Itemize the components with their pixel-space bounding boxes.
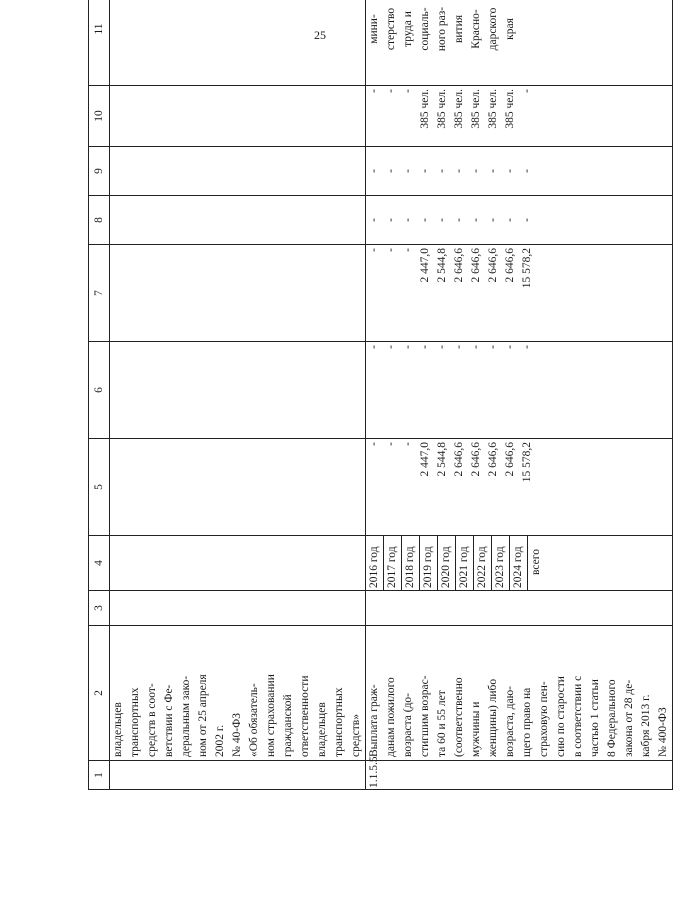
column-5-values: - - - 2 447,0 2 544,8 2 646,6 2 646,6 2 646,6 2 646,6 15 578,2 (366, 439, 673, 536)
table-cell (110, 536, 366, 591)
header-cell: 4 (89, 536, 110, 591)
table-cell (110, 761, 366, 790)
header-cell: 2 (89, 626, 110, 761)
item-row (366, 0, 673, 790)
header-cell: 10 (89, 86, 110, 147)
column-10-values: - - - 385 чел. 385 чел. 385 чел. 385 чел. 385 чел. 385 чел. - (366, 86, 673, 147)
continuation-row (110, 0, 366, 790)
table-cell (110, 147, 366, 196)
header-cell: 6 (89, 342, 110, 439)
executor: мини- стерство труда и социаль- ного раз- вития Красно- дарского края (366, 0, 673, 86)
table-cell (366, 591, 673, 626)
table-cell (110, 245, 366, 342)
column-7-values: - - - 2 447,0 2 544,8 2 646,6 2 646,6 2 646,6 2 646,6 15 578,2 (366, 245, 673, 342)
item-description: Выплата граж- данам пожилого возраста (до- стигшим возрас- та 60 и 55 лет (соответственно мужчины и женщины) либо возраста, даю- щего право на страховую пен- сию по старости в соответствии с частью 1 статьи 8 Федерального закона от 28 де- кабря 2013 г. № 400-ФЗ (366, 626, 673, 761)
header-cell: 9 (89, 147, 110, 196)
year-list: 2016 год 2017 год 2018 год 2019 год 2020 год 2021 год 2022 год 2023 год 2024 год всего (366, 536, 673, 591)
header-cell: 7 (89, 245, 110, 342)
continuation-description: владельцев транспортных средств в соот- ветствии с Фе- деральным зако- ном от 25 апреля 2002 г. № 40-ФЗ «Об обязатель- ном страховании гражданской ответственности владельцев транспортных средств» (110, 626, 366, 761)
column-9-values: - - - - - - - - - - (366, 147, 673, 196)
header-cell: 3 (89, 591, 110, 626)
table-cell (110, 591, 366, 626)
table-cell (110, 439, 366, 536)
header-row (89, 0, 110, 790)
page-number: 25 (314, 28, 326, 42)
table-cell (110, 86, 366, 147)
header-cell: 1 (89, 761, 110, 790)
column-8-values: - - - - - - - - - - (366, 196, 673, 245)
program-table (88, 0, 673, 790)
header-cell: 8 (89, 196, 110, 245)
table-cell (110, 0, 366, 86)
item-number: 1.1.5.5 (366, 761, 673, 790)
header-cell: 11 (89, 0, 110, 86)
table-cell (110, 196, 366, 245)
rotated-table-container (88, 6, 669, 790)
column-6-values: - - - - - - - - - - (366, 342, 673, 439)
header-cell: 5 (89, 439, 110, 536)
table-cell (110, 342, 366, 439)
